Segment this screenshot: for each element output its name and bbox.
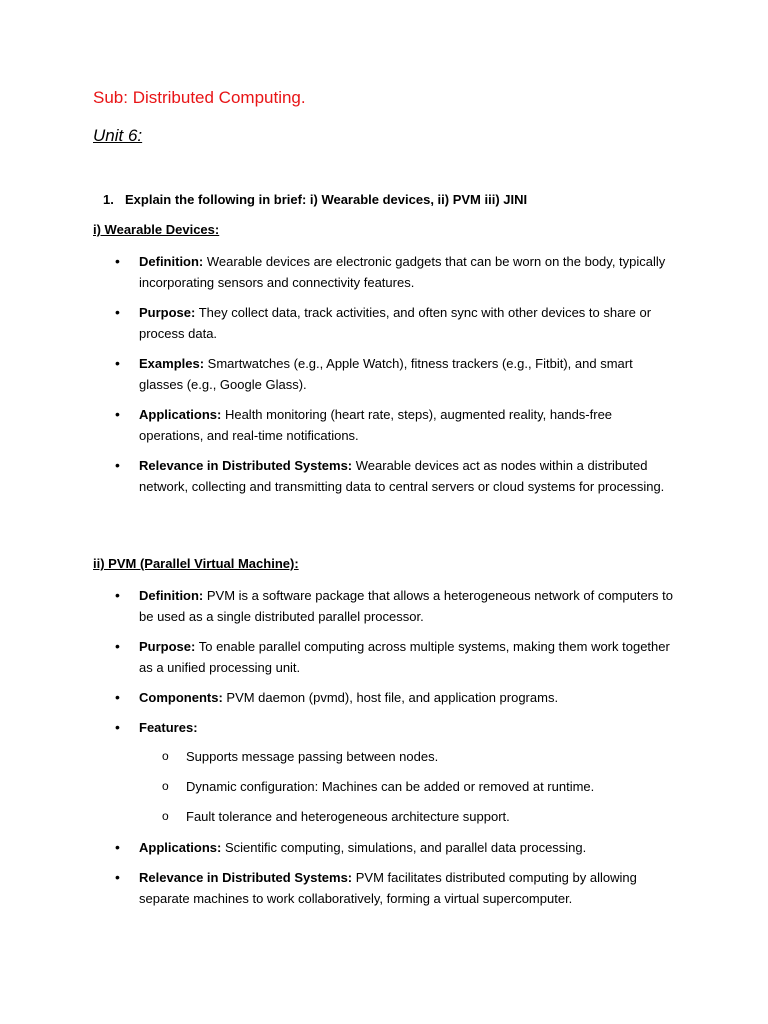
unit-title: Unit 6: (93, 126, 143, 145)
list-item (115, 302, 675, 344)
list-item (115, 251, 675, 293)
list-item: o Fault tolerance and heterogeneous architecture support. (162, 806, 682, 827)
question-text: Explain the following in brief: i) Wearable devices, ii) PVM iii) JINI (125, 192, 528, 207)
item-term: Definition: (139, 254, 204, 269)
list-item (115, 687, 675, 708)
item-text: Health monitoring (heart rate, steps), augmented reality, hands-free operations, and real-time notifications. (139, 407, 613, 443)
item-text: PVM daemon (pvmd), host file, and application programs. (222, 690, 559, 705)
list-item (115, 585, 675, 627)
list-item (115, 455, 675, 497)
list-item: o Dynamic configuration: Machines can be added or removed at runtime. (162, 776, 682, 797)
wearable-list (115, 251, 675, 497)
item-term: Examples: (139, 356, 205, 371)
item-text: They collect data, track activities, and often sync with other devices to share or process data. (139, 305, 652, 341)
item-text: Scientific computing, simulations, and parallel data processing. (221, 840, 587, 855)
item-text: PVM facilitates distributed computing by allowing separate machines to work collaboratively, forming a virtual supercomputer. (139, 870, 637, 906)
pvm-list (115, 585, 675, 738)
item-text: To enable parallel computing across multiple systems, making them work together as a unified processing unit. (139, 639, 670, 675)
item-term: Relevance in Distributed Systems: (139, 870, 353, 885)
item-term: Applications: (139, 840, 222, 855)
list-item (115, 717, 675, 738)
item-text: Smartwatches (e.g., Apple Watch), fitness trackers (e.g., Fitbit), and smart glasses (e.g., Google Glass). (139, 356, 633, 392)
item-text: Wearable devices act as nodes within a distributed network, collecting and transmitting data to central servers or cloud systems for processing. (139, 458, 665, 494)
item-term: Definition: (139, 588, 204, 603)
section-heading-wearable: i) Wearable Devices: (93, 222, 220, 237)
item-term: Purpose: (139, 305, 196, 320)
pvm-features-list (162, 746, 682, 827)
list-item (115, 404, 675, 446)
list-item: o Supports message passing between nodes. (162, 746, 682, 767)
list-item (115, 636, 675, 678)
list-item (115, 837, 675, 858)
question-1 (103, 192, 527, 207)
subject-title: Sub: Distributed Computing. (93, 88, 306, 107)
item-term: Purpose: (139, 639, 196, 654)
item-term: Applications: (139, 407, 222, 422)
item-term: Components: (139, 690, 223, 705)
section-heading-pvm: ii) PVM (Parallel Virtual Machine): (93, 556, 299, 571)
list-item (115, 867, 675, 909)
question-number: 1. (103, 192, 114, 207)
item-text: Wearable devices are electronic gadgets that can be worn on the body, typically incorporating sensors and connectivity features. (139, 254, 666, 290)
list-item (115, 353, 675, 395)
item-text: PVM is a software package that allows a heterogeneous network of computers to be used as a single distributed parallel processor. (139, 588, 673, 624)
item-term: Features: (139, 720, 198, 735)
item-term: Relevance in Distributed Systems: (139, 458, 353, 473)
pvm-more-list (115, 837, 675, 909)
